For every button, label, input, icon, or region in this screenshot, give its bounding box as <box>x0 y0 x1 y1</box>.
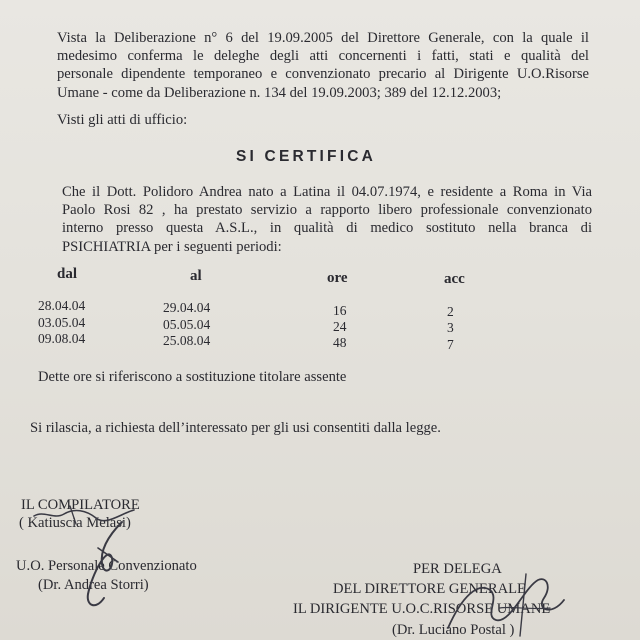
certify-line: PSICHIATRIA per i seguenti periodi: <box>62 238 282 255</box>
cell-acc: 2 <box>447 304 454 319</box>
deliberation-paragraph <box>57 29 589 102</box>
deliberation-line: personale dipendente temporaneo e convenzionato precario al Dirigente U.O.Risorse <box>57 66 589 83</box>
uo-title: U.O. Personale Convenzionato <box>16 558 197 574</box>
cell-acc: 3 <box>447 320 454 335</box>
header-acc: acc <box>444 271 465 287</box>
deliberation-line: medesimo conferma le deleghe degli atti concernenti i fatti, stati e qualità del <box>57 48 589 65</box>
compiler-title: IL COMPILATORE <box>21 497 140 513</box>
document-title: SI CERTIFICA <box>236 148 377 165</box>
release-line: Si rilascia, a richiesta dell’interessato per gli usi consentiti dalla legge. <box>30 420 441 436</box>
cell-al: 05.05.04 <box>163 317 211 332</box>
visti-line: Visti gli atti di ufficio: <box>57 112 188 128</box>
delegation-line4: (Dr. Luciano Postal ) <box>392 622 515 638</box>
director-signature-icon <box>440 568 580 640</box>
certify-line: Che il Dott. Polidoro Andrea nato a Latina il 04.07.1974, e residente a Roma in Via <box>62 184 592 200</box>
note-line: Dette ore si riferiscono a sostituzione titolare assente <box>38 369 347 385</box>
header-dal: dal <box>57 266 78 282</box>
uo-signature-icon <box>78 518 134 618</box>
cell-ore: 24 <box>333 319 347 334</box>
cell-dal: 09.08.04 <box>38 331 86 346</box>
deliberation-line: Umane - come da Deliberazione n. 134 del 19.09.2003; 389 del 12.12.2003; <box>57 84 502 101</box>
cell-ore: 16 <box>333 303 347 318</box>
cell-ore: 48 <box>333 335 347 350</box>
compiler-name: ( Katiuscia Melasi) <box>19 515 131 531</box>
certify-line: interno presso questa A.S.L., in qualità di medico sostituto nella branca di <box>62 220 592 237</box>
deliberation-line: Vista la Deliberazione n° 6 del 19.09.2005 del Direttore Generale, con la quale il <box>57 30 589 46</box>
header-ore: ore <box>327 270 348 286</box>
delegation-line2: DEL DIRETTORE GENERALE <box>333 581 526 597</box>
cell-dal: 03.05.04 <box>38 315 86 330</box>
uo-name: (Dr. Andrea Storri) <box>38 577 149 593</box>
certify-paragraph <box>62 183 592 256</box>
delegation-line3: IL DIRIGENTE U.O.C.RISORSE UMANE <box>293 601 551 617</box>
cell-al: 25.08.04 <box>163 333 211 348</box>
delegation-line1: PER DELEGA <box>413 561 502 577</box>
header-al: al <box>190 268 202 284</box>
cell-dal: 28.04.04 <box>38 298 86 313</box>
cell-acc: 7 <box>447 337 454 352</box>
certify-line: Paolo Rosi 82 , ha prestato servizio a rapporto libero professionale convenzionato <box>62 202 592 219</box>
cell-al: 29.04.04 <box>163 300 211 315</box>
